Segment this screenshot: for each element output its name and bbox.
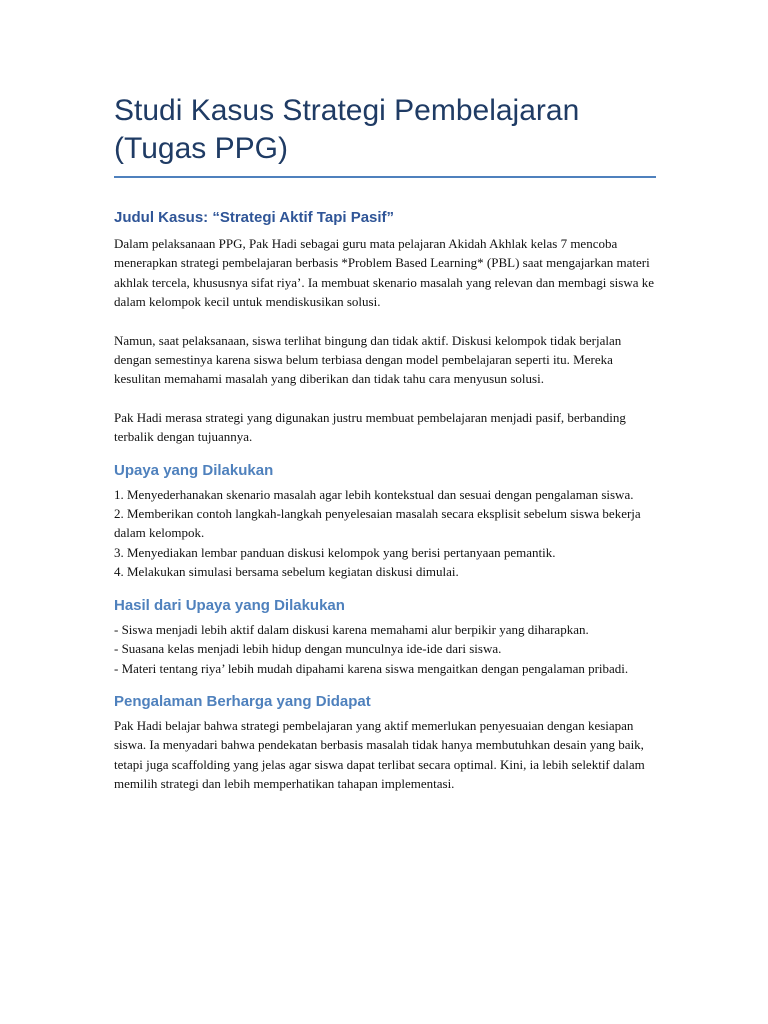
title-line-1: Studi Kasus Strategi Pembelajaran <box>114 94 580 127</box>
lessons-paragraph: Pak Hadi belajar bahwa strategi pembelajaran yang aktif memerlukan penyesuaian dengan kesiapan siswa. Ia menyadari bahwa pendekatan berbasis masalah tidak hanya membutuhkan desain yang baik, tetapi juga scaffolding yang jelas agar siswa dapat terlibat secara optimal. Kini, ia lebih selektif dalam memilih strategi dan lebih memperhatikan tahapan implementasi. <box>114 717 645 792</box>
list-item: - Siswa menjadi lebih aktif dalam diskusi karena memahami alur berpikir yang diharapkan. <box>114 621 589 637</box>
list-item: - Suasana kelas menjadi lebih hidup dengan munculnya ide-ide dari siswa. <box>114 641 502 657</box>
list-item: 3. Menyediakan lembar panduan diskusi kelompok yang berisi pertanyaan pemantik. <box>114 544 556 560</box>
efforts-list <box>114 485 656 582</box>
document-page <box>114 92 656 794</box>
title-line-2: (Tugas PPG) <box>114 132 288 165</box>
document-title <box>114 92 656 178</box>
lessons-heading: Pengalaman Berharga yang Didapat <box>114 692 371 710</box>
list-item: 1. Menyederhanakan skenario masalah agar lebih kontekstual dan sesuai dengan pengalaman siswa. <box>114 486 634 502</box>
list-item: 2. Memberikan contoh langkah-langkah penyelesaian masalah secara eksplisit sebelum siswa bekerja dalam kelompok. <box>114 506 641 541</box>
case-heading: Judul Kasus: “Strategi Aktif Tapi Pasif” <box>114 209 395 226</box>
results-list <box>114 620 656 678</box>
results-heading: Hasil dari Upaya yang Dilakukan <box>114 596 345 614</box>
list-item: 4. Melakukan simulasi bersama sebelum kegiatan diskusi dimulai. <box>114 564 459 580</box>
intro-paragraph: Dalam pelaksanaan PPG, Pak Hadi sebagai guru mata pelajaran Akidah Akhlak kelas 7 mencoba menerapkan strategi pembelajaran berbasis *Problem Based Learning* (PBL) saat mengajarkan materi akhlak tercela, khususnya sifat riya’. Ia membuat skenario masalah yang relevan dan membagi siswa ke dalam kelompok kecil untuk mendiskusikan solusi. <box>114 236 655 310</box>
problem-paragraph: Namun, saat pelaksanaan, siswa terlihat bingung dan tidak aktif. Diskusi kelompok tidak berjalan dengan semestinya karena siswa belum terbiasa dengan model pembelajaran seperti itu. Mereka kesulitan memahami masalah yang diberikan dan tidak tahu cara menyusun solusi. <box>114 332 622 387</box>
list-item: - Materi tentang riya’ lebih mudah dipahami karena siswa mengaitkan dengan pengalaman pribadi. <box>114 660 629 676</box>
reflection-paragraph: Pak Hadi merasa strategi yang digunakan justru membuat pembelajaran menjadi pasif, berbanding terbalik dengan tujuannya. <box>114 409 626 445</box>
efforts-heading: Upaya yang Dilakukan <box>114 461 274 479</box>
